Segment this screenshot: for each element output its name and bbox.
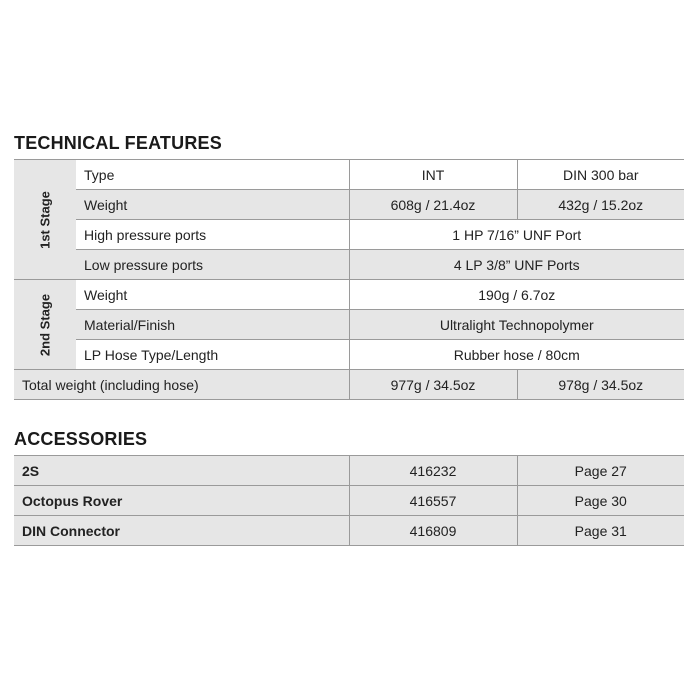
shared-value: 1 HP 7/16” UNF Port	[349, 220, 684, 250]
accessory-page: Page 27	[517, 456, 684, 486]
accessory-name: Octopus Rover	[14, 486, 349, 516]
table-row	[14, 486, 684, 516]
accessory-page: Page 31	[517, 516, 684, 546]
shared-value: 4 LP 3/8” UNF Ports	[349, 250, 684, 280]
stage1-cell	[14, 160, 76, 280]
accessory-name: 2S	[14, 456, 349, 486]
table-row	[14, 456, 684, 486]
accessory-name: DIN Connector	[14, 516, 349, 546]
row-label: Weight	[76, 190, 349, 220]
row-label: LP Hose Type/Length	[76, 340, 349, 370]
row-label: Material/Finish	[76, 310, 349, 340]
technical-features-table	[14, 159, 684, 400]
shared-value: Rubber hose / 80cm	[349, 340, 684, 370]
din-value: DIN 300 bar	[517, 160, 684, 190]
shared-value: 190g / 6.7oz	[349, 280, 684, 310]
int-value: INT	[349, 160, 517, 190]
table-row	[14, 160, 684, 190]
table-row	[14, 190, 684, 220]
table-row	[14, 220, 684, 250]
stage2-label: 2nd Stage	[37, 293, 53, 356]
row-label: High pressure ports	[76, 220, 349, 250]
table-row	[14, 280, 684, 310]
technical-features-heading: TECHNICAL FEATURES	[14, 133, 222, 153]
table-row	[14, 516, 684, 546]
accessory-code: 416809	[349, 516, 517, 546]
table-row	[14, 250, 684, 280]
accessory-code: 416557	[349, 486, 517, 516]
stage1-label: 1st Stage	[37, 190, 53, 249]
row-label: Weight	[76, 280, 349, 310]
row-label: Type	[76, 160, 349, 190]
accessories-heading: ACCESSORIES	[14, 429, 148, 449]
row-label: Total weight (including hose)	[14, 370, 349, 400]
int-value: 608g / 21.4oz	[349, 190, 517, 220]
din-value: 978g / 34.5oz	[517, 370, 684, 400]
shared-value: Ultralight Technopolymer	[349, 310, 684, 340]
table-row	[14, 340, 684, 370]
accessory-page: Page 30	[517, 486, 684, 516]
row-label: Low pressure ports	[76, 250, 349, 280]
accessory-code: 416232	[349, 456, 517, 486]
int-value: 977g / 34.5oz	[349, 370, 517, 400]
stage2-cell	[14, 280, 76, 370]
din-value: 432g / 15.2oz	[517, 190, 684, 220]
table-row	[14, 310, 684, 340]
table-row	[14, 370, 684, 400]
accessories-table	[14, 455, 684, 546]
